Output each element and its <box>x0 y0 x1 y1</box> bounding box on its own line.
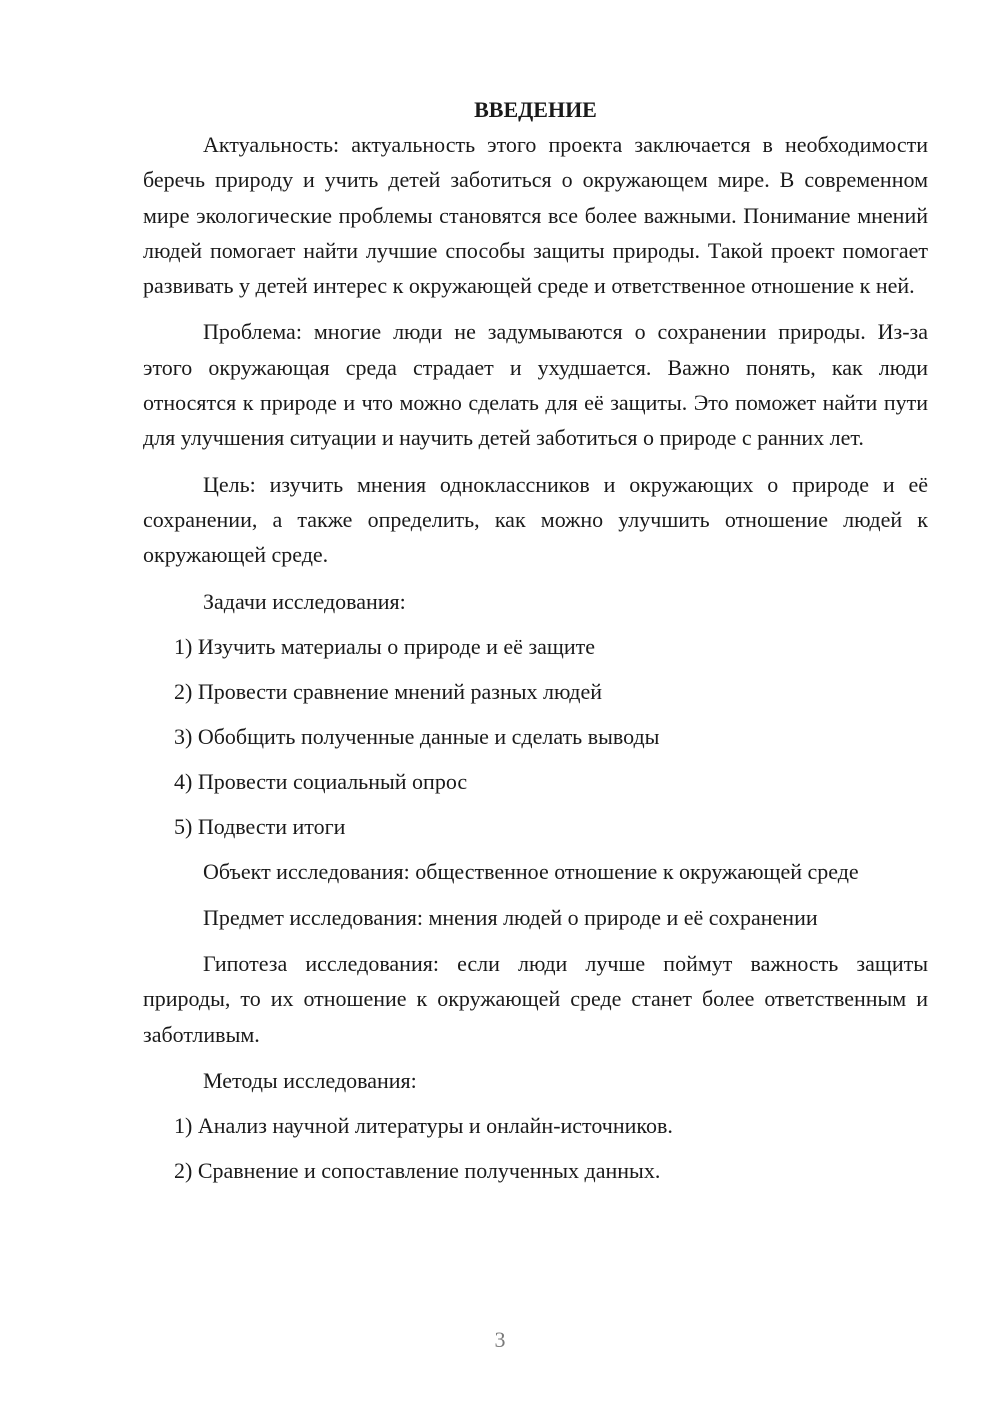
subject-paragraph: Предмет исследования: мнения людей о природе и её сохранении <box>203 904 818 930</box>
method-item: 2) Сравнение и сопоставление полученных данных. <box>174 1158 661 1184</box>
task-item: 2) Провести сравнение мнений разных людей <box>174 678 603 704</box>
page-number: 3 <box>494 1327 506 1352</box>
document-page <box>143 92 928 1198</box>
tasks-heading: Задачи исследования: <box>203 588 406 614</box>
goal-paragraph: Цель: изучить мнения одноклассников и окружающих о природе и её сохранении, а также определить, как можно улучшить отношение людей к окружающей среде. <box>143 471 928 568</box>
task-item: 5) Подвести итоги <box>174 813 346 839</box>
methods-heading: Методы исследования: <box>203 1068 417 1094</box>
relevance-paragraph: Актуальность: актуальность этого проекта заключается в необходимости беречь природу и учить детей заботиться о окружающем мире. В современном мире экологические проблемы становятся все более важными. Понимание мнений людей помогает найти лучшие способы защиты природы. Такой проект помогает развивать у детей интерес к окружающей среде и ответственное отношение к ней. <box>143 132 928 299</box>
method-item: 1) Анализ научной литературы и онлайн-источников. <box>174 1113 673 1139</box>
object-paragraph: Объект исследования: общественное отношение к окружающей среде <box>203 858 859 884</box>
task-item: 1) Изучить материалы о природе и её защите <box>174 633 595 659</box>
task-item: 3) Обобщить полученные данные и сделать выводы <box>174 723 660 749</box>
hypothesis-paragraph: Гипотеза исследования: если люди лучше поймут важность защиты природы, то их отношение к окружающей среде станет более ответственным и заботливым. <box>143 951 928 1047</box>
problem-paragraph: Проблема: многие люди не задумываются о сохранении природы. Из-за этого окружающая среда страдает и ухудшается. Важно понять, как люди относятся к природе и что можно сделать для её защиты. Это поможет найти пути для улучшения ситуации и научить детей заботиться о природе с ранних лет. <box>143 319 928 451</box>
document-title: ВВЕДЕНИЕ <box>474 97 597 122</box>
methods-list <box>143 1108 928 1188</box>
task-item: 4) Провести социальный опрос <box>174 768 468 794</box>
tasks-list <box>143 629 928 844</box>
